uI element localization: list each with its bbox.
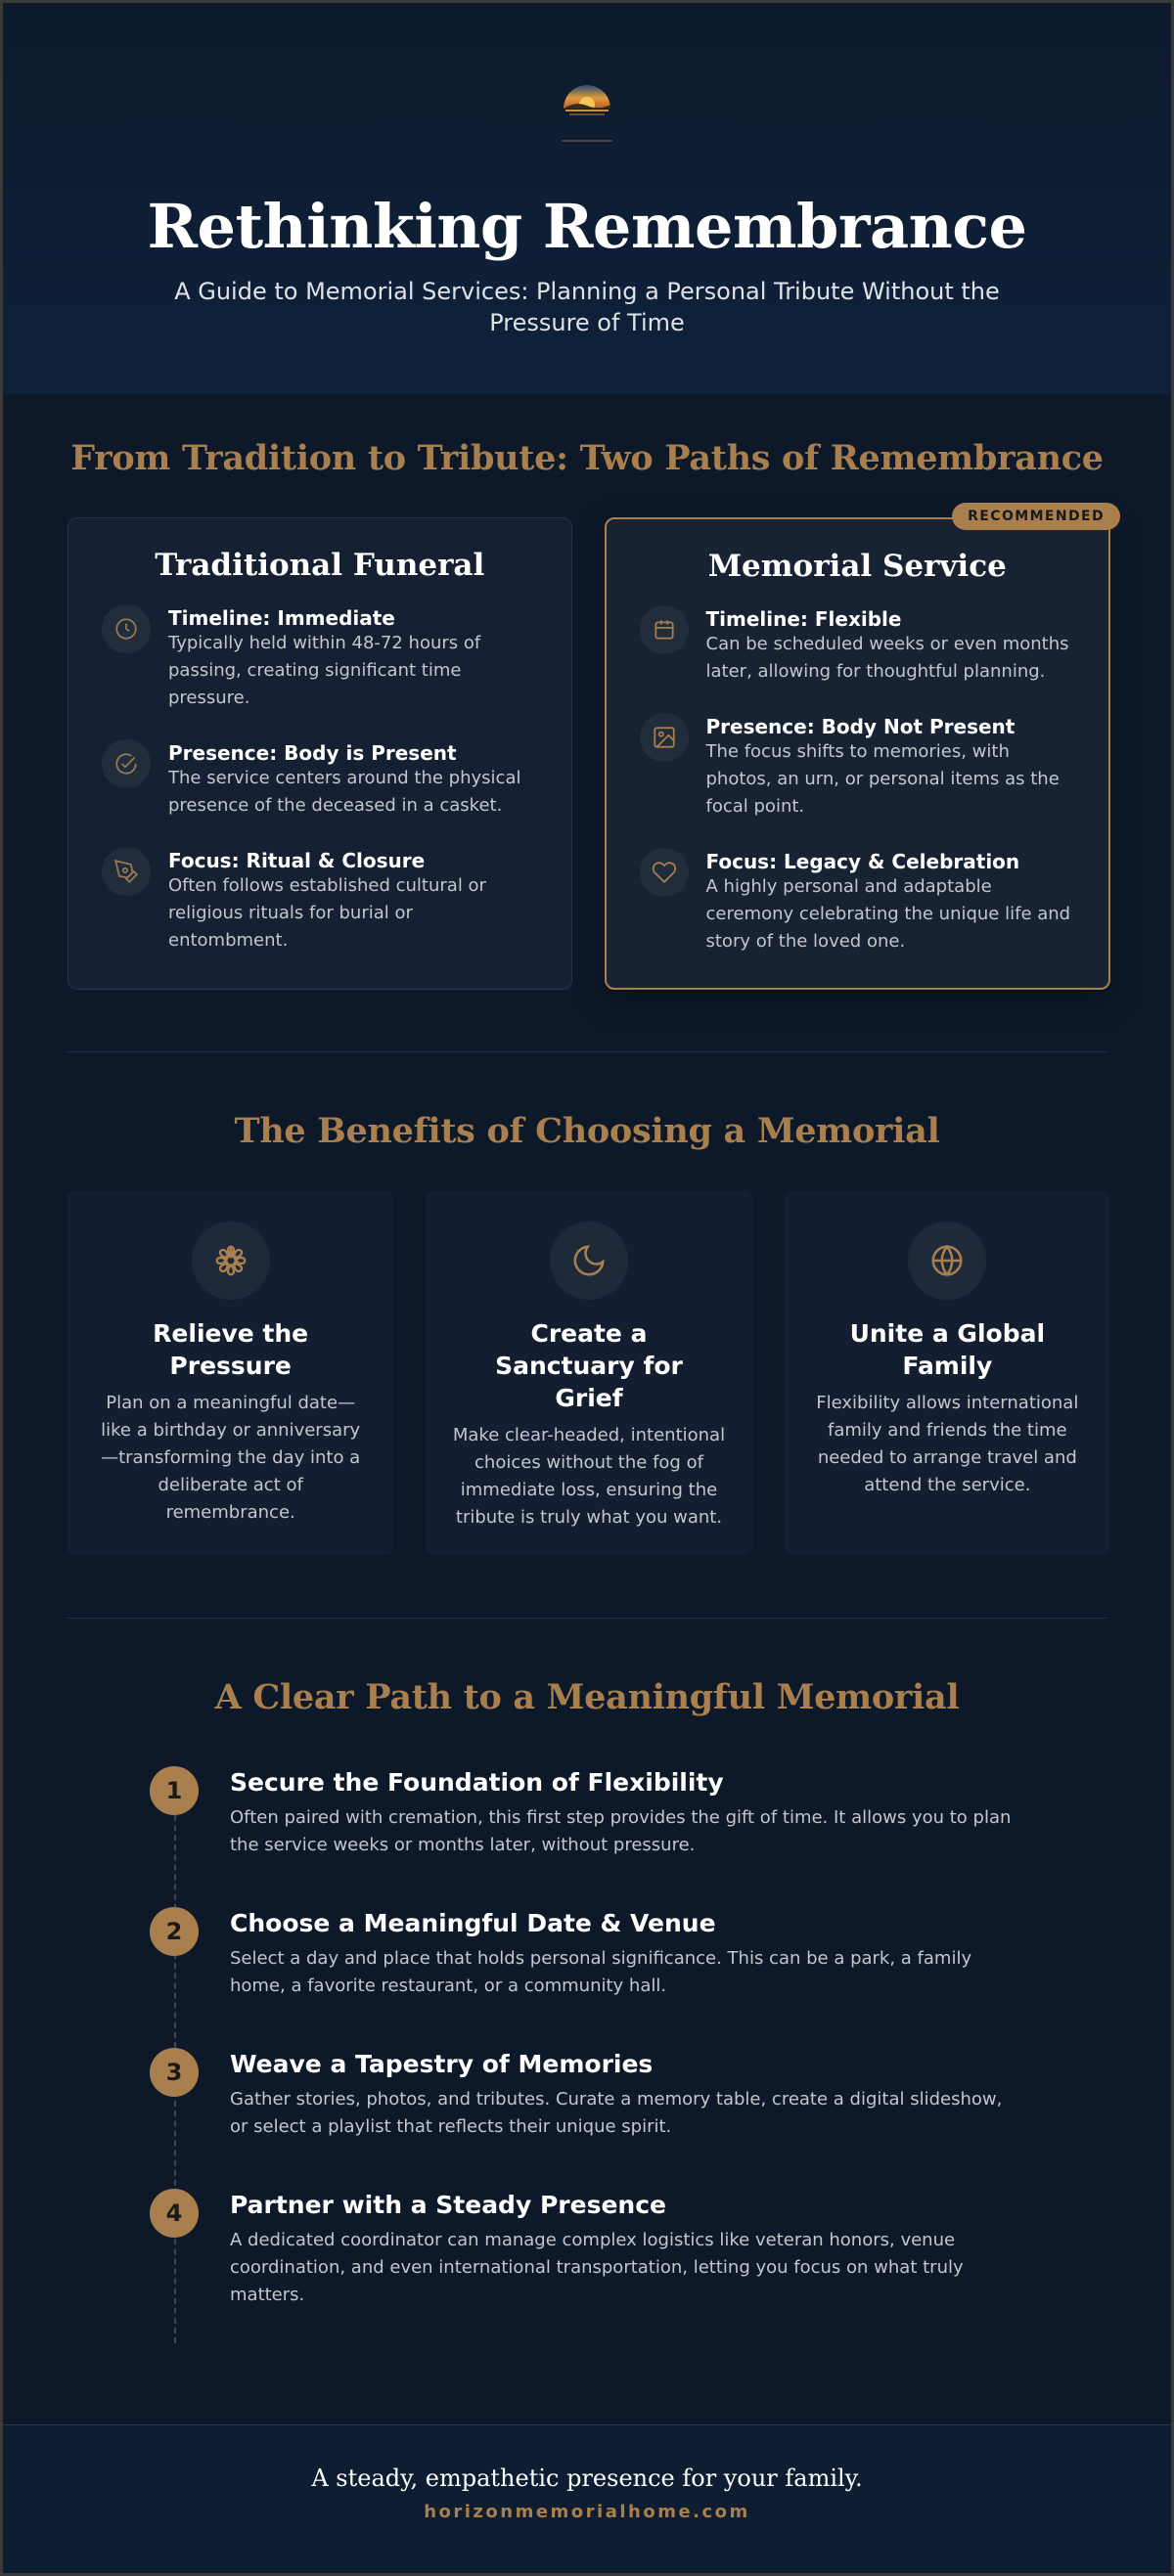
feature-text: Can be scheduled weeks or even months later, allowing for thoughtful planning. — [705, 634, 1069, 682]
moon-icon — [550, 1221, 628, 1300]
traditional-funeral-card — [68, 517, 572, 990]
page-footer — [3, 2424, 1171, 2573]
calendar-icon — [640, 605, 689, 654]
memorial-service-card — [605, 509, 1111, 990]
logo-caption-line — [562, 140, 612, 142]
benefit-text: Make clear-headed, intentional choices without the fog of immediate loss, ensuring the tribute is truly what you want. — [452, 1425, 726, 1528]
feature-text: The service centers around the physical presence of the deceased in a casket. — [168, 768, 521, 816]
feature-item — [102, 604, 538, 712]
benefits-section — [3, 1052, 1171, 1555]
feature-item — [640, 605, 1076, 686]
benefit-title: Unite a Global Family — [849, 1319, 1046, 1380]
benefit-card — [68, 1190, 393, 1555]
feature-item — [102, 847, 538, 955]
benefits-heading: The Benefits of Choosing a Memorial — [234, 1111, 940, 1151]
comparison-section — [3, 394, 1171, 990]
feature-text: The focus shifts to memories, with photos, an urn, or personal items as the focal point. — [705, 741, 1060, 817]
step-text: Select a day and place that holds personal significance. This can be a park, a family home, a favorite restaurant, or a community hall. — [230, 1948, 972, 1996]
feature-text: A highly personal and adaptable ceremony celebrating the unique life and story of the loved one. — [705, 876, 1071, 952]
page-title: Rethinking Remembrance — [147, 191, 1027, 262]
clock-icon — [102, 604, 151, 653]
step-text: A dedicated coordinator can manage complex logistics like veteran honors, venue coordination, and even international transportation, letting you focus on what truly matters. — [230, 2230, 964, 2305]
flower-icon — [192, 1221, 270, 1300]
step-number: 1 — [150, 1766, 199, 1815]
feature-heading: Timeline: Immediate — [168, 606, 395, 630]
benefit-card — [785, 1190, 1110, 1555]
footer-tagline: A steady, empathetic presence for your family. — [311, 2465, 863, 2492]
feature-heading: Focus: Legacy & Celebration — [705, 850, 1020, 873]
step-number: 2 — [150, 1907, 199, 1956]
steps-heading: A Clear Path to a Meaningful Memorial — [214, 1677, 960, 1717]
feature-heading: Timeline: Flexible — [705, 607, 902, 631]
step-title: Weave a Tapestry of Memories — [230, 2050, 654, 2078]
heart-icon — [640, 848, 689, 897]
step-title: Secure the Foundation of Flexibility — [230, 1768, 724, 1797]
feature-heading: Presence: Body Not Present — [705, 715, 1016, 738]
benefit-title: Relieve the Pressure — [153, 1319, 309, 1380]
step-number: 4 — [150, 2189, 199, 2238]
step-text: Gather stories, photos, and tributes. Curate a memory table, create a digital slideshow, or select a playlist that reflects their unique spirit. — [230, 2089, 1003, 2137]
step-item — [150, 1907, 1030, 2048]
page-subtitle: A Guide to Memorial Services: Planning a Personal Tribute Without the Pressure of Time — [174, 278, 1000, 336]
website-link[interactable]: horizonmemorialhome.com — [424, 2502, 750, 2522]
globe-icon — [908, 1221, 986, 1300]
card-title: Memorial Service — [707, 549, 1007, 584]
feature-heading: Presence: Body is Present — [168, 741, 457, 765]
feature-item — [640, 848, 1076, 955]
step-title: Partner with a Steady Presence — [230, 2191, 666, 2219]
step-item — [150, 2048, 1030, 2189]
feature-item — [640, 713, 1076, 821]
steps-section — [3, 1619, 1171, 2330]
benefit-title: Create a Sanctuary for Grief — [495, 1319, 683, 1412]
card-title: Traditional Funeral — [155, 548, 485, 583]
steps-timeline — [150, 1766, 1030, 2330]
benefit-text: Plan on a meaningful date—like a birthday or anniversary—transforming the day into a deliberate act of remembrance. — [101, 1393, 361, 1523]
hero-header — [3, 3, 1171, 394]
pen-tool-icon — [102, 847, 151, 896]
recommended-badge: RECOMMENDED — [952, 503, 1120, 530]
comparison-heading: From Tradition to Tribute: Two Paths of Remembrance — [70, 438, 1104, 478]
sunset-logo-icon — [558, 75, 616, 134]
feature-item — [102, 739, 538, 820]
feature-text: Typically held within 48-72 hours of passing, creating significant time pressure. — [168, 633, 481, 708]
step-number: 3 — [150, 2048, 199, 2097]
benefit-card — [426, 1190, 751, 1555]
feature-heading: Focus: Ritual & Closure — [168, 849, 426, 872]
step-item — [150, 1766, 1030, 1907]
step-item — [150, 2189, 1030, 2330]
benefit-text: Flexibility allows international family and friends the time needed to arrange travel and attend the service. — [816, 1393, 1079, 1495]
step-text: Often paired with cremation, this first step provides the gift of time. It allows you to plan the service weeks or months later, without pressure. — [230, 1807, 1012, 1855]
step-title: Choose a Meaningful Date & Venue — [230, 1909, 716, 1937]
check-circle-icon — [102, 739, 151, 788]
image-icon — [640, 713, 689, 762]
feature-text: Often follows established cultural or religious rituals for burial or entombment. — [168, 875, 486, 951]
